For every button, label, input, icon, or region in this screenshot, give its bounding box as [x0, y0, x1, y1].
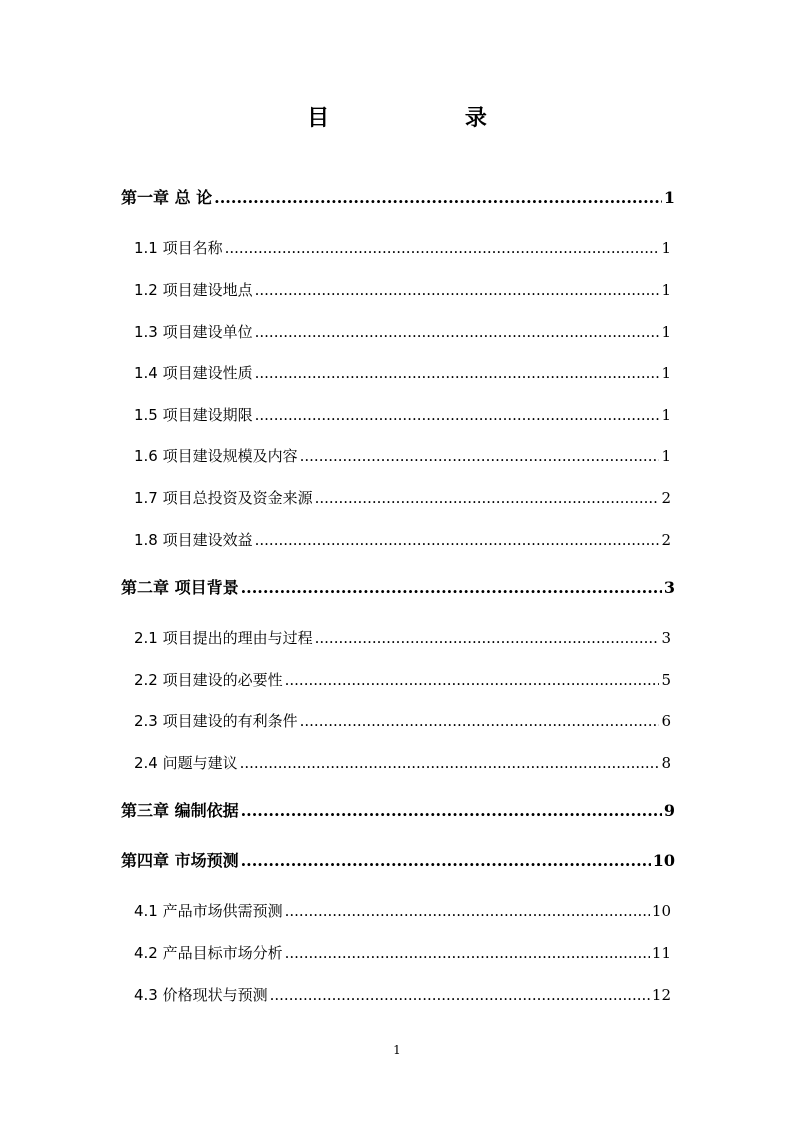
- toc-chapter-1[interactable]: [121, 186, 675, 210]
- toc-entry-page: 6: [661, 712, 671, 730]
- toc-entry-label: 2.3 项目建设的有利条件: [134, 712, 298, 730]
- toc-entry-page: 9: [663, 801, 675, 820]
- dot-leader: [241, 576, 662, 600]
- toc-section-2-4[interactable]: [134, 751, 671, 775]
- dot-leader: [315, 486, 660, 510]
- toc-chapter-4[interactable]: [121, 849, 675, 873]
- toc-section-2-1[interactable]: [134, 626, 671, 650]
- toc-section-4-2[interactable]: [134, 941, 671, 965]
- toc-entry-page: 10: [651, 902, 671, 920]
- dot-leader: [285, 899, 650, 923]
- dot-leader: [214, 186, 662, 210]
- toc-entry-label: 4.3 价格现状与预测: [134, 986, 268, 1004]
- toc-section-1-1[interactable]: [134, 236, 671, 260]
- toc-entry-label: 1.5 项目建设期限: [134, 406, 253, 424]
- toc-entry-page: 2: [661, 489, 671, 507]
- toc-entry-label: 1.1 项目名称: [134, 239, 223, 257]
- toc-entry-label: 第一章 总 论: [121, 188, 213, 207]
- dot-leader: [255, 403, 660, 427]
- toc-entry-label: 4.2 产品目标市场分析: [134, 944, 283, 962]
- toc-entry-label: 第二章 项目背景: [121, 578, 239, 597]
- dot-leader: [240, 751, 660, 775]
- toc-title: 目 录: [307, 105, 551, 131]
- toc-entry-page: 1: [661, 447, 671, 465]
- toc-entry-label: 1.4 项目建设性质: [134, 364, 253, 382]
- toc-entry-page: 1: [661, 406, 671, 424]
- dot-leader: [241, 799, 662, 823]
- toc-entry-page: 1: [661, 323, 671, 341]
- toc-chapter-3[interactable]: [121, 799, 675, 823]
- dot-leader: [241, 849, 651, 873]
- toc-entry-page: 12: [651, 986, 671, 1004]
- toc-section-1-4[interactable]: [134, 361, 671, 385]
- dot-leader: [300, 444, 660, 468]
- toc-section-1-8[interactable]: [134, 528, 671, 552]
- toc-section-2-3[interactable]: [134, 709, 671, 733]
- toc-entry-label: 1.6 项目建设规模及内容: [134, 447, 298, 465]
- toc-section-4-1[interactable]: [134, 899, 671, 923]
- dot-leader: [285, 941, 650, 965]
- toc-entry-page: 2: [661, 531, 671, 549]
- toc-entry-label: 2.1 项目提出的理由与过程: [134, 629, 313, 647]
- toc-entry-page: 3: [661, 629, 671, 647]
- dot-leader: [255, 361, 660, 385]
- toc-section-4-3[interactable]: [134, 983, 671, 1007]
- toc-entry-page: 8: [661, 754, 671, 772]
- toc-entry-label: 1.7 项目总投资及资金来源: [134, 489, 313, 507]
- toc-section-1-7[interactable]: [134, 486, 671, 510]
- dot-leader: [315, 626, 660, 650]
- toc-entry-page: 1: [661, 239, 671, 257]
- toc-entry-page: 3: [663, 578, 675, 597]
- dot-leader: [300, 709, 660, 733]
- toc-entry-label: 4.1 产品市场供需预测: [134, 902, 283, 920]
- footer-page-number: 1: [393, 1043, 401, 1057]
- toc-section-1-6[interactable]: [134, 444, 671, 468]
- dot-leader: [255, 528, 660, 552]
- toc-entry-page: 1: [661, 281, 671, 299]
- toc-entry-label: 1.8 项目建设效益: [134, 531, 253, 549]
- toc-entry-page: 10: [652, 851, 675, 870]
- toc-entry-label: 2.2 项目建设的必要性: [134, 671, 283, 689]
- toc-entry-label: 1.3 项目建设单位: [134, 323, 253, 341]
- dot-leader: [225, 236, 660, 260]
- toc-entry-label: 2.4 问题与建议: [134, 754, 238, 772]
- toc-entry-label: 1.2 项目建设地点: [134, 281, 253, 299]
- toc-entry-page: 1: [663, 188, 675, 207]
- toc-entry-page: 1: [661, 364, 671, 382]
- dot-leader: [285, 668, 660, 692]
- toc-entry-page: 11: [651, 944, 671, 962]
- toc-chapter-2[interactable]: [121, 576, 675, 600]
- toc-entry-page: 5: [661, 671, 671, 689]
- toc-section-1-5[interactable]: [134, 403, 671, 427]
- dot-leader: [270, 983, 650, 1007]
- dot-leader: [255, 320, 660, 344]
- toc-section-1-2[interactable]: [134, 278, 671, 302]
- toc-section-2-2[interactable]: [134, 668, 671, 692]
- toc-entry-label: 第三章 编制依据: [121, 801, 239, 820]
- toc-section-1-3[interactable]: [134, 320, 671, 344]
- toc-entry-label: 第四章 市场预测: [121, 851, 239, 870]
- dot-leader: [255, 278, 660, 302]
